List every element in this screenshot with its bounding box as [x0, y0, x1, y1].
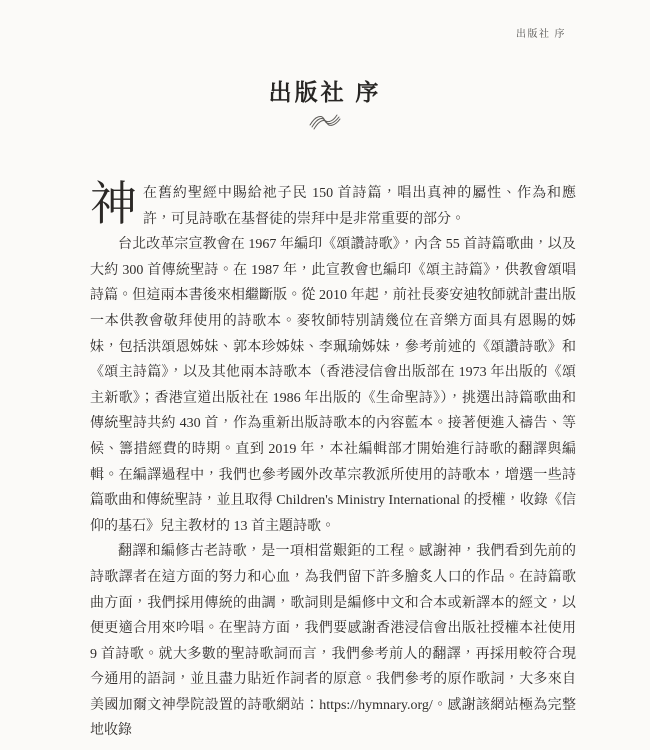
running-header: 出版社 序	[516, 29, 566, 40]
drop-cap: 神	[90, 179, 137, 231]
ornament-container	[0, 113, 650, 130]
preface-body	[90, 181, 576, 744]
paragraph-text: 在舊約聖經中賜給祂子民 150 首詩篇，唱出真神的屬性、作為和應許，可見詩歌在基督徒的崇拜中是非常重要的部分。	[143, 186, 576, 227]
fleuron-ornament-icon	[308, 117, 342, 134]
page-title: 出版社 序	[268, 80, 382, 105]
paragraph: 台北改革宗宣教會在 1967 年編印《頌讚詩歌》，內含 55 首詩篇歌曲，以及大約 300 首傳統聖詩。在 1987 年，此宣教會也編印《頌主詩篇》，供教會頌唱詩篇。但這兩本書後來相繼斷版。從 2010 年起，前社長麥安迪牧師就計畫出版一本供教會敬拜使用的詩歌本。麥牧師特別請幾位在音樂方面具有恩賜的姊妹，包括洪頌恩姊妹、郭本珍姊妹、李珮瑜姊妹，參考前述的《頌讚詩歌》和《頌主詩篇》，以及其他兩本詩歌本（香港浸信會出版部在 1973 年出版的《頌主新歌》；香港宣道出版社在 1986 年出版的《生命聖詩》），挑選出詩篇歌曲和傳統聖詩共約 430 首，作為重新出版詩歌本的內容藍本。接著便進入禱告、等候、籌措經費的時期。直到 2019 年，本社編輯部才開始進行詩歌的翻譯與編輯。在編譯過程中，我們也參考國外改革宗教派所使用的詩歌本，增選一些詩篇歌曲和傳統聖詩，並且取得 Children's Ministry International 的授權，收錄《信仰的基石》兒主教材的 13 首主題詩歌。	[90, 237, 576, 534]
paragraph-opening	[90, 181, 576, 232]
paragraph: 翻譯和編修古老詩歌，是一項相當艱鉅的工程。感謝神，我們看到先前的詩歌譯者在這方面的努力和心血，為我們留下許多膾炙人口的作品。在詩篇歌曲方面，我們採用傳統的曲調，歌詞則是編修中文和合本或新譯本的經文，以便更適合用來吟唱。在聖詩方面，我們要感謝香港浸信會出版社授權本社使用 9 首詩歌。就大多數的聖詩歌詞而言，我們參考前人的翻譯，再採用較符合現今通用的語詞，並且盡力貼近作詞者的原意。我們參考的原作歌詞，大多來自美國加爾文神學院設置的詩歌網站：https://hymnary.org/。感謝該網站極為完整地收錄	[90, 544, 576, 739]
